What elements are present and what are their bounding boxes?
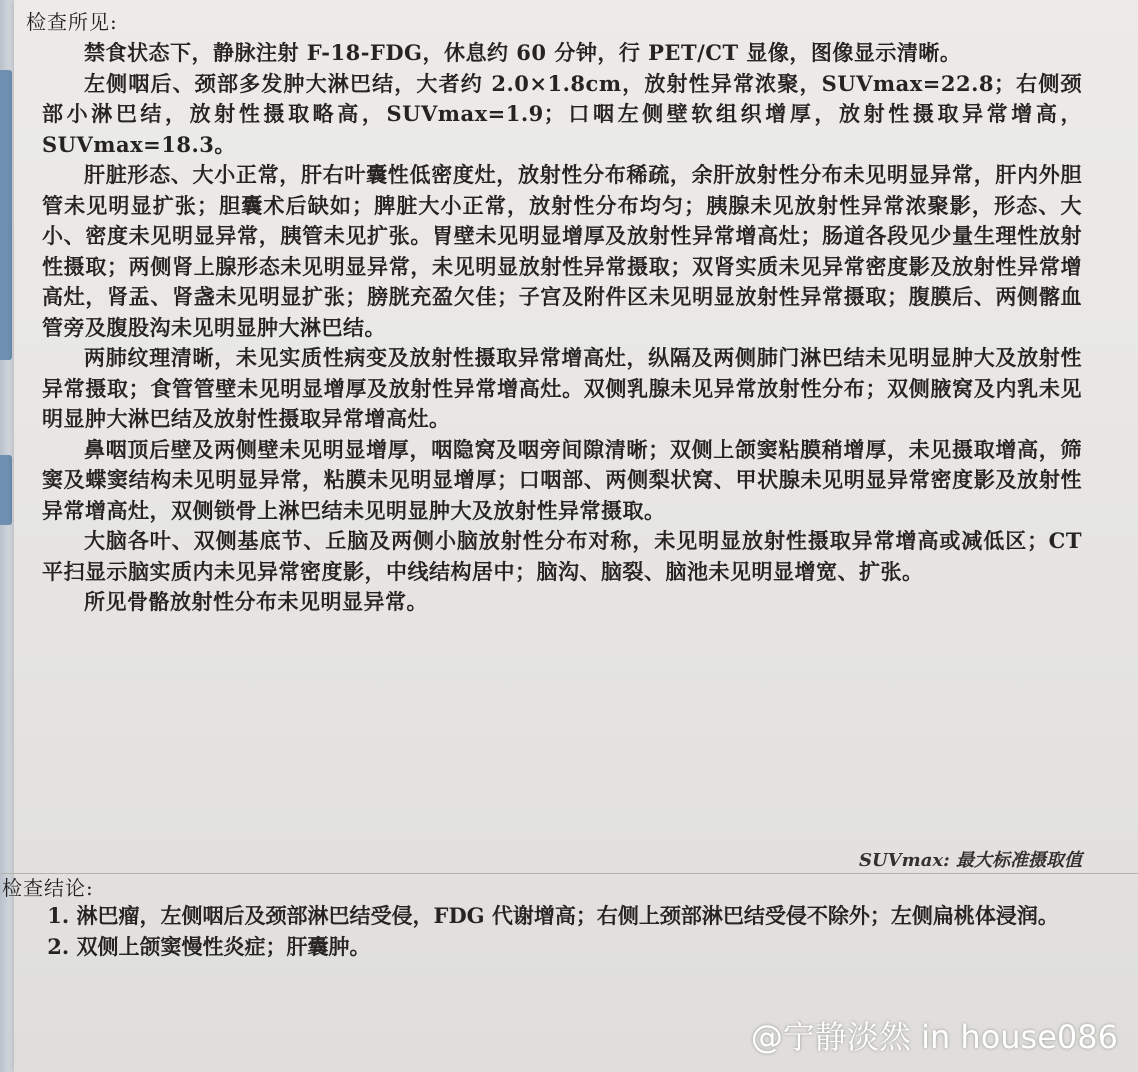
findings-paragraph: 所见骨骼放射性分布未见明显异常。	[84, 589, 428, 614]
background-decoration	[0, 455, 12, 525]
conclusion-heading: 检查结论:	[2, 876, 94, 900]
findings-body	[42, 38, 1082, 618]
findings-heading: 检查所见:	[26, 10, 118, 34]
section-divider	[0, 873, 1138, 874]
findings-paragraph: 禁食状态下，静脉注射 F-18-FDG，休息约 60 分钟，行 PET/CT 显像，图像显示清晰。	[84, 40, 962, 65]
findings-paragraph: 肝脏形态、大小正常，肝右叶囊性低密度灶，放射性分布稀疏，余肝放射性分布未见明显异常，肝内外胆管未见明显扩张；胆囊术后缺如；脾脏大小正常，放射性分布均匀；胰腺未见放射性异常浓聚影，形态、大小、密度未见明显异常，胰管未见扩张。胃壁未见明显增厚及放射性异常增高灶；肠道各段见少量生理性放射性摄取；两侧肾上腺形态未见明显异常，未见明显放射性异常摄取；双肾实质未见异常密度影及放射性异常增高灶，肾盂、肾盏未见明显扩张；膀胱充盈欠佳；子宫及附件区未见明显放射性异常摄取；腹膜后、两侧髂血管旁及腹股沟未见明显肿大淋巴结。	[42, 162, 1082, 340]
findings-paragraph: 两肺纹理清晰，未见实质性病变及放射性摄取异常增高灶，纵隔及两侧肺门淋巴结未见明显肿大及放射性异常摄取；食管管壁未见明显增厚及放射性异常增高灶。双侧乳腺未见异常放射性分布；双侧腋窝及内乳未见明显肿大淋巴结及放射性摄取异常增高灶。	[42, 345, 1082, 431]
findings-paragraph: 鼻咽顶后壁及两侧壁未见明显增厚，咽隐窝及咽旁间隙清晰；双侧上颌窦粘膜稍增厚，未见摄取增高，筛窦及蝶窦结构未见明显异常，粘膜未见明显增厚；口咽部、两侧梨状窝、甲状腺未见明显异常密度影及放射性异常增高灶，双侧锁骨上淋巴结未见明显肿大及放射性异常摄取。	[42, 436, 1082, 523]
conclusion-body	[20, 900, 1080, 962]
suv-footnote: SUVmax: 最大标准摄取值	[858, 850, 1082, 871]
conclusion-item: 1. 淋巴瘤，左侧咽后及颈部淋巴结受侵，FDG 代谢增高；右侧上颈部淋巴结受侵不除外；左侧扁桃体浸润。	[47, 903, 1059, 928]
findings-paragraph: 大脑各叶、双侧基底节、丘脑及两侧小脑放射性分布对称，未见明显放射性摄取异常增高或减低区；CT 平扫显示脑实质内未见异常密度影，中线结构居中；脑沟、脑裂、脑池未见明显增宽、扩张。	[42, 528, 1082, 584]
conclusion-item: 2. 双侧上颌窦慢性炎症；肝囊肿。	[47, 934, 371, 959]
findings-paragraph: 左侧咽后、颈部多发肿大淋巴结，大者约 2.0×1.8cm，放射性异常浓聚，SUVmax=22.8；右侧颈部小淋巴结，放射性摄取略高，SUVmax=1.9；口咽左侧壁软组织增厚，放射性摄取异常增高，SUVmax=18.3。	[42, 70, 1082, 157]
watermark-text: @宁静淡然 in house086	[750, 1018, 1118, 1056]
background-decoration	[0, 70, 12, 360]
